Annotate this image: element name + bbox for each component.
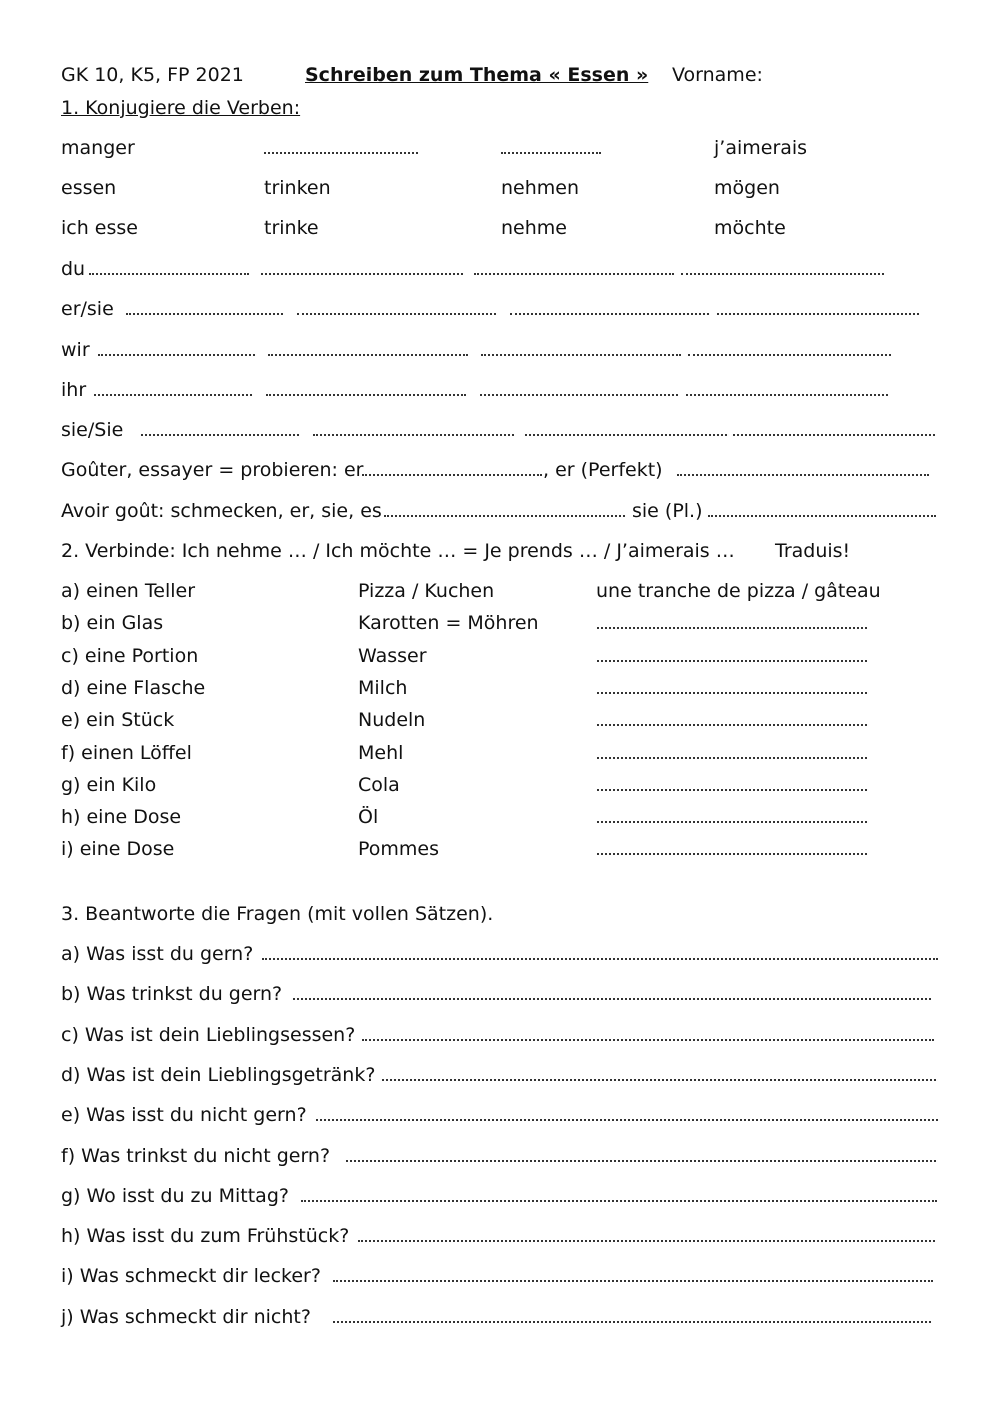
quantity-item: i) eine Dose [61,838,175,861]
question-e: e) Was isst du nicht gern? [61,1104,307,1127]
answer-blank[interactable] [501,152,601,154]
translation-blank[interactable] [597,789,867,791]
translation-blank[interactable] [597,724,867,726]
worksheet-title: Schreiben zum Thema « Essen » [305,64,649,86]
food-item: Milch [358,676,408,699]
pronoun-sie-plural: sie/Sie [61,419,124,441]
food-item: Cola [358,773,400,796]
answer-blank[interactable] [141,434,299,436]
answer-blank[interactable] [717,313,919,315]
answer-blank[interactable] [297,313,496,315]
form-moechte: möchte [714,217,786,239]
translation-blank[interactable] [597,853,867,855]
answer-blank[interactable] [89,273,249,275]
quantity-item: e) ein Stück [61,709,175,732]
verb-manger: manger [61,137,135,159]
form-trinke: trinke [264,217,319,239]
answer-blank[interactable] [94,394,252,396]
avoir-gout-prompt: Avoir goût: schmecken, er, sie, es [61,500,382,522]
translation-blank[interactable] [597,660,867,662]
food-item: Pommes [358,838,440,861]
form-ich-esse: ich esse [61,217,138,239]
answer-blank[interactable] [261,273,463,275]
question-g: g) Wo isst du zu Mittag? [61,1184,289,1207]
answer-blank[interactable] [266,394,466,396]
food-item: Öl [358,806,379,829]
pronoun-er-sie: er/sie [61,298,114,320]
form-nehme: nehme [501,217,567,239]
verb-trinken: trinken [264,177,331,199]
translation-blank[interactable] [597,757,867,759]
answer-blank[interactable] [362,474,542,476]
answer-blank[interactable] [480,394,678,396]
answer-blank[interactable] [481,354,681,356]
question-f: f) Was trinkst du nicht gern? [61,1144,331,1167]
translation-blank[interactable] [597,627,867,629]
quantity-item: a) einen Teller [61,580,196,602]
pronoun-du: du [61,258,86,280]
sie-plural-prompt: sie (Pl.) [632,500,703,522]
answer-blank[interactable] [126,313,283,315]
pronoun-wir: wir [61,339,90,361]
answer-blank[interactable] [293,998,931,1000]
question-c: c) Was ist dein Lieblingsessen? [61,1023,356,1046]
answer-blank[interactable] [708,515,936,517]
answer-blank[interactable] [316,1119,938,1121]
quantity-item: f) einen Löffel [61,741,192,764]
food-item: Pizza / Kuchen [358,580,495,602]
translate-instruction: Traduis! [775,540,851,562]
translation-example: une tranche de pizza / gâteau [596,580,881,602]
answer-blank[interactable] [733,434,935,436]
answer-blank[interactable] [384,515,625,517]
answer-blank[interactable] [362,1039,934,1041]
answer-blank[interactable] [688,354,891,356]
section3-heading: 3. Beantworte die Fragen (mit vollen Sätzen). [61,903,494,925]
food-item: Wasser [358,644,427,667]
quantity-item: d) eine Flasche [61,676,206,699]
translation-blank[interactable] [597,821,867,823]
section2-heading: 2. Verbinde: Ich nehme … / Ich möchte … = Je prends … / J’aimerais … [61,540,735,562]
quantity-item: b) ein Glas [61,612,164,635]
question-j: j) Was schmeckt dir nicht? [61,1305,311,1328]
answer-blank[interactable] [268,354,468,356]
answer-blank[interactable] [264,152,418,154]
quantity-item: g) ein Kilo [61,773,157,796]
perfekt-prompt: , er (Perfekt) [543,459,663,481]
answer-blank[interactable] [98,354,255,356]
food-item: Mehl [358,741,404,764]
answer-blank[interactable] [262,958,938,960]
quantity-item: c) eine Portion [61,644,199,667]
answer-blank[interactable] [358,1240,935,1242]
course-label: GK 10, K5, FP 2021 [61,64,244,86]
verb-jaimerais: j’aimerais [714,137,808,159]
gouter-prompt: Goûter, essayer = probieren: er [61,459,364,481]
food-item: Nudeln [358,709,426,732]
answer-blank[interactable] [346,1160,936,1162]
pronoun-ihr: ihr [61,379,87,401]
question-h: h) Was isst du zum Frühstück? [61,1225,350,1248]
answer-blank[interactable] [333,1321,931,1323]
section1-heading: 1. Konjugiere die Verben: [61,97,301,119]
question-i: i) Was schmeckt dir lecker? [61,1265,321,1288]
verb-essen: essen [61,177,117,199]
answer-blank[interactable] [510,313,709,315]
question-b: b) Was trinkst du gern? [61,983,283,1006]
answer-blank[interactable] [677,474,929,476]
answer-blank[interactable] [681,273,884,275]
translation-blank[interactable] [597,692,867,694]
first-name-label: Vorname: [672,64,763,86]
verb-moegen: mögen [714,177,780,199]
question-a: a) Was isst du gern? [61,943,254,965]
answer-blank[interactable] [525,434,727,436]
verb-nehmen: nehmen [501,177,580,199]
answer-blank[interactable] [301,1200,937,1202]
quantity-item: h) eine Dose [61,806,182,829]
answer-blank[interactable] [333,1280,933,1282]
answer-blank[interactable] [686,394,888,396]
question-d: d) Was ist dein Lieblingsgetränk? [61,1063,376,1086]
answer-blank[interactable] [474,273,674,275]
answer-blank[interactable] [382,1079,936,1081]
food-item: Karotten = Möhren [358,612,539,635]
answer-blank[interactable] [313,434,514,436]
